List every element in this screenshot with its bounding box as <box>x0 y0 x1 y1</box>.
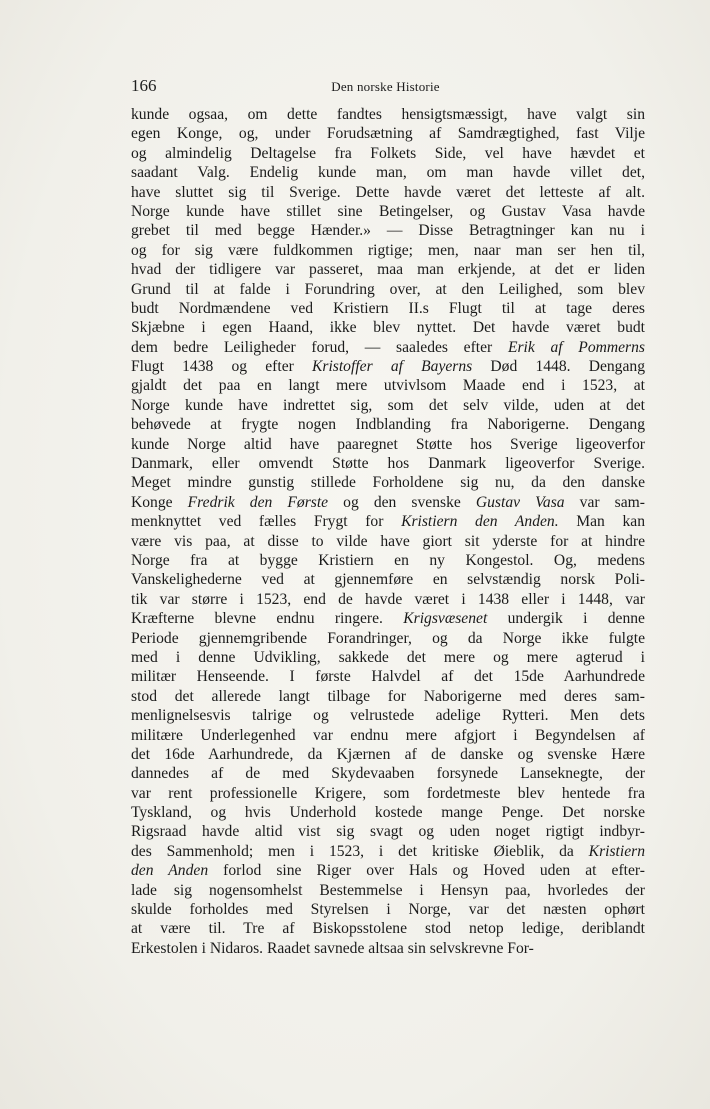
italic-text: Fredrik den Første <box>187 493 329 511</box>
text-segment: med i denne Udvikling, sakkede det mere og mere agterud i <box>131 648 645 666</box>
text-line <box>131 124 645 143</box>
page-number: 166 <box>131 76 157 95</box>
text-segment: lade sig nogensomhelst Bestemmelse i Hensyn paa, hvorledes der <box>131 881 645 899</box>
running-title: Den norske Historie <box>331 79 440 94</box>
text-segment: var sam- <box>564 493 645 511</box>
text-segment: og almindelig Deltagelse fra Folkets Side, vel have hævdet et <box>131 144 645 162</box>
body-text <box>131 105 645 958</box>
text-line <box>131 861 645 880</box>
text-segment: dannedes af de med Skydevaaben forsynede Lanseknegte, der <box>131 765 645 783</box>
text-line <box>131 764 645 783</box>
text-segment: menlignelsesvis talrige og velrustede adelige Rytteri. Men dets <box>131 707 645 725</box>
text-line <box>131 900 645 919</box>
text-segment: og for sig være fuldkommen rigtige; men, naar man ser hen til, <box>131 241 645 259</box>
text-line <box>131 939 645 958</box>
text-segment: Rigsraad havde altid vist sig svagt og uden noget rigtigt indbyr- <box>131 823 645 841</box>
italic-text: Kristiern den Anden. <box>401 513 559 531</box>
text-line <box>131 357 645 376</box>
text-line <box>131 648 645 667</box>
text-line <box>131 532 645 551</box>
text-line <box>131 745 645 764</box>
text-segment: være vis paa, at disse to vilde have giort sit yderste for at hindre <box>131 532 645 550</box>
italic-text: den Anden <box>131 862 209 880</box>
text-segment: budt Nordmændene ved Kristiern II.s Flugt til at tage deres <box>131 299 645 317</box>
text-segment: Erkestolen i Nidaros. Raadet savnede altsaa sin selvskrevne For- <box>131 939 534 957</box>
text-line <box>131 590 645 609</box>
text-line <box>131 454 645 473</box>
text-segment: egen Konge, og, under Forudsætning af Samdrægtighed, fast Vilje <box>131 125 645 143</box>
text-segment: gjaldt det paa en langt mere utvivlsom Maade end i 1523, at <box>131 377 645 395</box>
text-line <box>131 551 645 570</box>
text-segment: Tyskland, og hvis Underhold kostede mange Penge. Det norske <box>131 804 645 822</box>
text-line <box>131 241 645 260</box>
text-line <box>131 260 645 279</box>
text-segment: stod det allerede langt tilbage for Naborigerne med deres sam- <box>131 687 645 705</box>
text-line <box>131 202 645 221</box>
text-segment: militær Henseende. I første Halvdel af det 15de Aarhundrede <box>131 668 645 686</box>
text-line <box>131 473 645 492</box>
text-segment: Norge kunde have indrettet sig, som det selv vilde, uden at det <box>131 396 645 414</box>
text-segment: at være til. Tre af Biskopsstolene stod netop ledige, deriblandt <box>131 920 645 938</box>
text-line <box>131 415 645 434</box>
page-header <box>131 76 640 100</box>
text-line <box>131 784 645 803</box>
text-segment: saadant Valg. Endelig kunde man, om man havde villet det, <box>131 164 645 182</box>
text-segment: menknyttet ved fælles Frygt for <box>131 513 402 531</box>
text-segment: grebet til med begge Hænder.» — Disse Betragtninger kan nu i <box>131 222 645 240</box>
italic-text: Erik af Pommerns <box>507 338 645 356</box>
text-line <box>131 919 645 938</box>
text-segment: skulde forholdes med Styrelsen i Norge, var det næsten ophørt <box>131 901 645 919</box>
text-segment: Periode gjennemgribende Forandringer, og da Norge ikke fulgte <box>131 629 645 647</box>
text-segment: tik var større i 1523, end de havde været i 1438 eller i 1448, var <box>131 590 645 608</box>
text-line <box>131 435 645 454</box>
text-segment: kunde ogsaa, om dette fandtes hensigtsmæssigt, have valgt sin <box>131 106 645 123</box>
text-line <box>131 493 645 512</box>
text-line <box>131 629 645 648</box>
text-line <box>131 183 645 202</box>
text-line <box>131 667 645 686</box>
text-line <box>131 609 645 628</box>
text-line <box>131 726 645 745</box>
text-segment: Grund til at falde i Forundring over, at den Leilighed, som blev <box>131 280 645 298</box>
text-segment: Danmark, eller omvendt Støtte hos Danmark ligeoverfor Sverige. <box>131 455 645 473</box>
text-line <box>131 163 645 182</box>
text-segment: Kræfterne blevne endnu ringere. <box>131 610 404 628</box>
text-line <box>131 881 645 900</box>
text-segment: Norge fra at bygge Kristiern en ny Kongestol. Og, medens <box>131 551 645 569</box>
text-segment: militære Underlegenhed var endnu mere afgjort i Begyndelsen af <box>131 726 645 744</box>
text-line <box>131 396 645 415</box>
italic-text: Kristiern <box>588 842 645 860</box>
text-line <box>131 221 645 240</box>
text-line <box>131 842 645 861</box>
italic-text: Krigsvæsenet <box>403 610 488 628</box>
text-line <box>131 512 645 531</box>
text-segment: Flugt 1438 og efter <box>131 358 312 376</box>
text-segment: Man kan <box>558 513 645 531</box>
text-segment: have sluttet sig til Sverige. Dette havde været det letteste af alt. <box>131 183 645 201</box>
text-line <box>131 822 645 841</box>
text-line <box>131 144 645 163</box>
text-segment: des Sammenhold; men i 1523, i det kritiske Øieblik, da <box>131 842 589 860</box>
text-line <box>131 570 645 589</box>
text-segment: dem bedre Leiligheder forud, — saaledes efter <box>131 338 508 356</box>
text-segment: og den svenske <box>328 493 476 511</box>
text-segment: det 16de Aarhundrede, da Kjærnen af de danske og svenske Hære <box>131 745 645 763</box>
text-segment: behøvede at frygte nogen Indblanding fra Naborigerne. Dengang <box>131 416 645 434</box>
text-line <box>131 280 645 299</box>
text-segment: Skjæbne i egen Haand, ikke blev nyttet. Det havde været budt <box>131 319 645 337</box>
text-segment: kunde Norge altid have paaregnet Støtte hos Sverige ligeoverfor <box>131 435 645 453</box>
text-line <box>131 376 645 395</box>
text-segment: Vanskelighederne ved at gjennemføre en selvstændig norsk Poli- <box>131 571 645 589</box>
text-line <box>131 318 645 337</box>
text-segment: undergik i denne <box>487 610 645 628</box>
text-segment: Konge <box>131 493 188 511</box>
italic-text: Gustav Vasa <box>475 493 565 511</box>
text-line <box>131 706 645 725</box>
text-segment: forlod sine Riger over Hals og Hoved uden at efter- <box>208 862 645 880</box>
text-segment: hvad der tidligere var passeret, maa man erkjende, at det er liden <box>131 261 645 279</box>
text-line <box>131 687 645 706</box>
italic-text: Kristoffer af Bayerns <box>311 358 473 376</box>
text-line <box>131 299 645 318</box>
text-segment: Død 1448. Dengang <box>472 358 645 376</box>
text-segment: Norge kunde have stillet sine Betingelser, og Gustav Vasa havde <box>131 202 645 220</box>
text-line <box>131 803 645 822</box>
text-segment: var rent professionelle Krigere, som fordetmeste blev hentede fra <box>131 784 645 802</box>
text-line <box>131 338 645 357</box>
text-line <box>131 105 645 124</box>
text-segment: Meget mindre gunstig stillede Forholdene sig nu, da den danske <box>131 474 645 492</box>
